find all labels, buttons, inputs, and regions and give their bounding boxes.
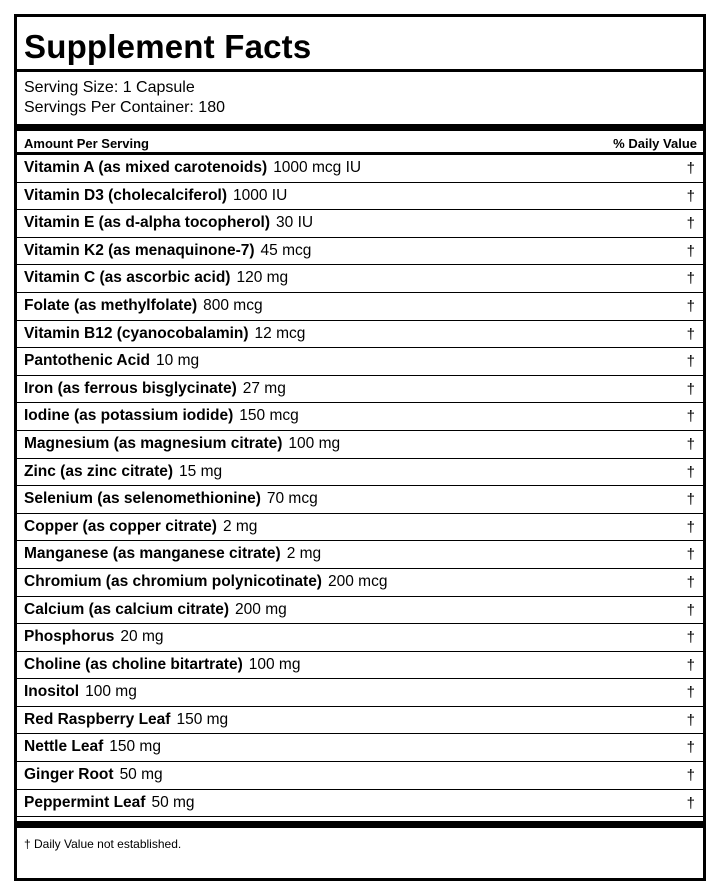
nutrient-text: [24, 765, 163, 785]
nutrient-text: [24, 710, 228, 730]
nutrient-amount: 800 mcg: [203, 296, 263, 314]
nutrient-amount: 30 IU: [276, 214, 314, 232]
nutrient-daily-value: †: [686, 573, 695, 591]
nutrient-amount: 200 mcg: [327, 572, 388, 590]
nutrient-name: Iron (as ferrous bisglycinate): [24, 379, 237, 397]
nutrient-amount: 15 mg: [179, 462, 223, 480]
nutrient-daily-value: †: [686, 491, 695, 509]
nutrient-amount: 150 mg: [109, 738, 161, 756]
nutrient-amount: 150 mcg: [239, 407, 299, 425]
nutrient-daily-value: †: [686, 242, 695, 260]
nutrient-row: [17, 762, 703, 790]
nutrient-row: [17, 569, 703, 597]
nutrient-row: [17, 652, 703, 680]
nutrient-name: Nettle Leaf: [24, 738, 104, 756]
nutrient-amount: 100 mg: [248, 655, 301, 673]
nutrient-text: [24, 544, 321, 564]
nutrient-daily-value: †: [686, 380, 695, 398]
nutrient-text: [24, 682, 137, 702]
nutrient-daily-value: †: [686, 435, 695, 453]
nutrient-amount: 45 mcg: [260, 241, 312, 259]
nutrient-amount: 120 mg: [236, 269, 289, 287]
nutrient-daily-value: †: [686, 297, 695, 315]
nutrient-row: [17, 183, 703, 211]
nutrient-amount: 1000 IU: [233, 186, 288, 204]
nutrient-amount: 20 mg: [120, 628, 164, 646]
nutrient-row: [17, 541, 703, 569]
nutrient-amount: 50 mg: [119, 766, 163, 784]
nutrient-name: Selenium (as selenomethionine): [24, 490, 261, 508]
nutrient-name: Manganese (as manganese citrate): [24, 545, 281, 563]
nutrient-name: Vitamin A (as mixed carotenoids): [24, 159, 268, 176]
nutrient-name: Zinc (as zinc citrate): [24, 462, 174, 480]
nutrient-text: [24, 572, 387, 592]
nutrient-name: Vitamin B12 (cyanocobalamin): [24, 324, 249, 342]
nutrient-row: [17, 321, 703, 349]
nutrient-daily-value: †: [686, 767, 695, 785]
thick-divider-bottom: [17, 821, 703, 828]
nutrient-row: [17, 514, 703, 542]
nutrient-daily-value: †: [686, 160, 695, 177]
nutrient-daily-value: †: [686, 270, 695, 288]
nutrient-amount: 100 mg: [288, 434, 341, 452]
supplement-facts-label: [14, 14, 706, 881]
nutrient-name: Inositol: [24, 683, 80, 701]
nutrient-text: [24, 655, 300, 675]
nutrient-text: [24, 434, 340, 454]
nutrient-daily-value: †: [686, 711, 695, 729]
servings-per-container: Servings Per Container: 180: [24, 99, 225, 116]
nutrient-row: [17, 459, 703, 487]
daily-value-header: % Daily Value: [613, 136, 697, 151]
nutrient-name: Pantothenic Acid: [24, 352, 151, 370]
nutrient-amount: 2 mg: [222, 517, 258, 535]
nutrient-text: [24, 462, 222, 482]
nutrient-row: [17, 293, 703, 321]
nutrient-amount: 10 mg: [156, 352, 200, 370]
nutrient-row: [17, 624, 703, 652]
footnote: † Daily Value not established.: [24, 837, 182, 851]
nutrient-amount: 150 mg: [176, 710, 229, 728]
nutrient-amount: 1000 mcg IU: [273, 159, 362, 176]
title-divider: [17, 69, 703, 72]
nutrient-name: Red Raspberry Leaf: [24, 710, 171, 728]
nutrient-daily-value: †: [686, 546, 695, 564]
nutrient-row: [17, 431, 703, 459]
nutrient-text: [24, 793, 195, 813]
nutrient-name: Calcium (as calcium citrate): [24, 600, 230, 618]
nutrient-text: [24, 324, 305, 344]
nutrient-name: Chromium (as chromium polynicotinate): [24, 572, 322, 590]
nutrient-amount: 100 mg: [85, 683, 137, 701]
nutrient-name: Vitamin D3 (cholecalciferol): [24, 186, 227, 204]
nutrient-row: [17, 348, 703, 376]
nutrient-text: [24, 489, 318, 509]
nutrient-row: [17, 210, 703, 238]
nutrient-row: [17, 265, 703, 293]
nutrient-daily-value: †: [686, 463, 695, 481]
nutrient-daily-value: †: [686, 325, 695, 343]
nutrient-text: [24, 158, 361, 178]
nutrient-text: [24, 268, 288, 288]
nutrient-name: Copper (as copper citrate): [24, 517, 217, 535]
nutrient-daily-value: †: [686, 684, 695, 702]
nutrient-text: [24, 379, 286, 399]
label-title: Supplement Facts: [24, 28, 312, 65]
nutrient-name: Vitamin K2 (as menaquinone-7): [24, 241, 255, 259]
nutrient-name: Iodine (as potassium iodide): [24, 407, 234, 425]
nutrient-row: [17, 238, 703, 266]
nutrient-daily-value: †: [686, 629, 695, 647]
nutrient-text: [24, 627, 164, 647]
nutrient-name: Choline (as choline bitartrate): [24, 655, 243, 673]
nutrient-daily-value: †: [686, 518, 695, 536]
nutrient-row: [17, 707, 703, 735]
nutrient-name: Vitamin E (as d-alpha tocopherol): [24, 214, 271, 232]
nutrient-row: [17, 734, 703, 762]
nutrient-daily-value: †: [686, 187, 695, 205]
nutrient-daily-value: †: [686, 601, 695, 619]
nutrient-name: Peppermint Leaf: [24, 793, 146, 811]
nutrient-daily-value: †: [686, 353, 695, 371]
nutrient-name: Vitamin C (as ascorbic acid): [24, 269, 231, 287]
nutrient-name: Magnesium (as magnesium citrate): [24, 434, 283, 452]
nutrient-text: [24, 213, 313, 233]
nutrient-row: [17, 790, 703, 818]
nutrient-name: Folate (as methylfolate): [24, 296, 198, 314]
thick-divider-top: [17, 124, 703, 131]
nutrient-name: Ginger Root: [24, 766, 114, 784]
nutrient-daily-value: †: [686, 739, 695, 757]
nutrient-daily-value: †: [686, 656, 695, 674]
nutrient-text: [24, 351, 199, 371]
nutrient-row: [17, 486, 703, 514]
nutrient-list: [17, 155, 703, 817]
nutrient-name: Phosphorus: [24, 628, 115, 646]
nutrient-amount: 12 mcg: [254, 324, 306, 342]
serving-size: Serving Size: 1 Capsule: [24, 79, 195, 96]
nutrient-text: [24, 241, 311, 261]
nutrient-daily-value: †: [686, 794, 695, 812]
nutrient-amount: 2 mg: [286, 545, 322, 563]
nutrient-amount: 200 mg: [235, 600, 287, 618]
nutrient-row: [17, 679, 703, 707]
amount-per-serving-header: Amount Per Serving: [24, 136, 149, 151]
nutrient-row: [17, 155, 703, 183]
nutrient-row: [17, 376, 703, 404]
nutrient-text: [24, 406, 299, 426]
nutrient-text: [24, 600, 287, 620]
nutrient-row: [17, 403, 703, 431]
nutrient-amount: 27 mg: [242, 379, 286, 397]
nutrient-text: [24, 737, 161, 757]
nutrient-text: [24, 186, 287, 206]
nutrient-daily-value: †: [686, 408, 695, 426]
nutrient-text: [24, 296, 263, 316]
nutrient-daily-value: †: [686, 215, 695, 233]
nutrient-row: [17, 597, 703, 625]
nutrient-text: [24, 517, 257, 537]
nutrient-amount: 70 mcg: [266, 490, 318, 508]
nutrient-amount: 50 mg: [151, 793, 195, 811]
